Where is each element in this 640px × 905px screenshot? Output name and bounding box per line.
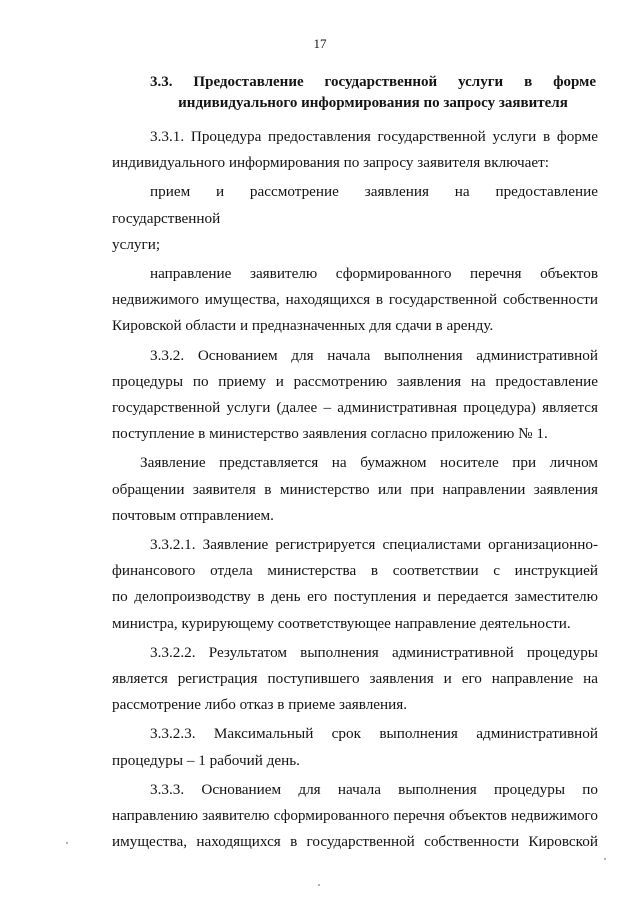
paragraph-line: по делопроизводству в день его поступления и передается заместителю (112, 588, 598, 606)
paragraph-line: является регистрация поступившего заявления и его направление на (112, 670, 598, 688)
paragraph-line: 3.3.3. Основанием для начала выполнения процедуры по (150, 780, 598, 798)
paragraph-line: Заявление представляется на бумажном носителе при личном (140, 454, 598, 472)
paragraph-line: процедуры – 1 рабочий день. (112, 751, 300, 769)
section-heading-line-1: 3.3. Предоставление государственной услуги в форме (150, 74, 596, 90)
paragraph-line: 3.3.2.2. Результатом выполнения административной процедуры (150, 643, 598, 661)
paragraph-line: 3.3.2.3. Максимальный срок выполнения административной (150, 725, 598, 743)
paragraph-3-3-2-2 (112, 640, 598, 719)
paragraph-line: поступление в министерство заявления согласно приложению № 1. (112, 425, 548, 443)
paragraph-line: имущества, находящихся в государственной собственности Кировской (112, 833, 598, 851)
paragraph-line: почтовым отправлением. (112, 506, 274, 524)
paragraph-line: 3.3.2. Основанием для начала выполнения административной (150, 346, 598, 364)
paragraph-application-submission (112, 450, 598, 529)
scan-speck (604, 858, 606, 860)
paragraph-line: услуги; (112, 235, 161, 253)
paragraph-line: финансового отдела министерства в соответствии с инструкцией (112, 562, 598, 580)
paragraph-line: 3.3.1. Процедура предоставления государственной услуги в форме (150, 128, 598, 145)
paragraph-3-3-2-3 (112, 721, 598, 773)
paragraph-line: процедуры по приему и рассмотрению заявления на предоставление (112, 372, 598, 390)
paragraph-line: 3.3.2.1. Заявление регистрируется специалистами организационно- (150, 536, 598, 554)
paragraph-line: государственной услуги (далее – административная процедура) является (112, 399, 598, 417)
paragraph-line: недвижимого имущества, находящихся в государственной собственности (112, 291, 598, 309)
paragraph-line: направлению заявителю сформированного перечня объектов недвижимого (112, 807, 598, 825)
scan-speck (66, 842, 68, 844)
paragraph-sending-list (112, 261, 598, 340)
paragraph-3-3-2 (112, 343, 598, 448)
section-heading (150, 72, 596, 114)
paragraph-3-3-2-1 (112, 532, 598, 637)
page-number: 17 (313, 36, 327, 51)
paragraph-line: Кировской области и предназначенных для сдачи в аренду. (112, 317, 494, 335)
paragraph-line: обращении заявителя в министерство или при направлении заявления (112, 480, 598, 498)
paragraph-reception (112, 179, 598, 258)
paragraph-3-3-1 (112, 124, 598, 176)
paragraph-line: министра, курирующему соответствующее направление деятельности. (112, 614, 571, 632)
paragraph-line: индивидуального информирования по запросу заявителя включает: (112, 154, 549, 172)
scan-speck (318, 884, 320, 886)
paragraph-line: прием и рассмотрение заявления на предоставление государственной (112, 183, 598, 227)
paragraph-line: направление заявителю сформированного перечня объектов (150, 265, 598, 283)
paragraph-line: рассмотрение либо отказ в приеме заявления. (112, 696, 408, 714)
section-heading-line-2: индивидуального информирования по запросу заявителя (178, 95, 568, 111)
document-body (112, 124, 598, 855)
paragraph-3-3-3 (112, 777, 598, 856)
